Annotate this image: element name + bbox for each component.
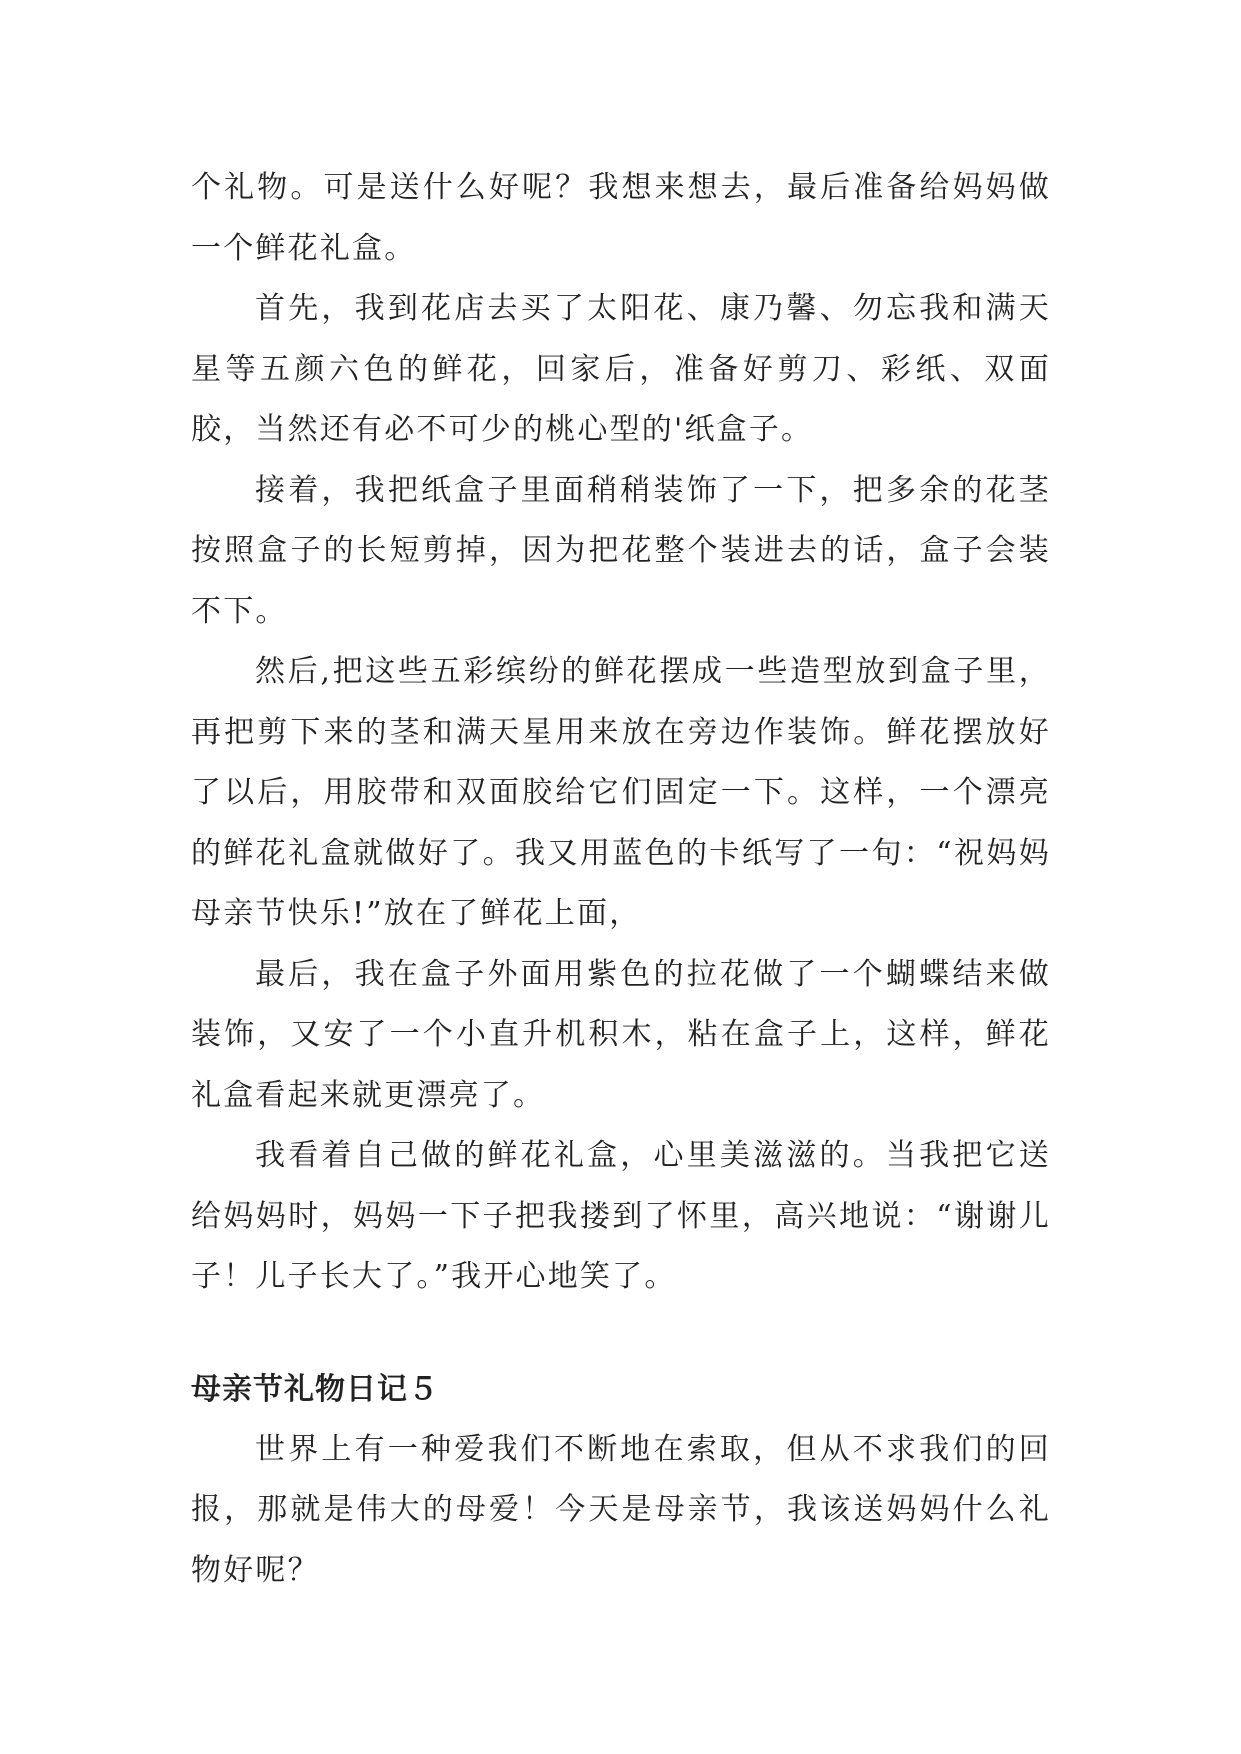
paragraph-first: 首先，我到花店去买了太阳花、康乃馨、勿忘我和满天星等五颜六色的鲜花，回家后，准备好剪刀、彩纸、双面胶，当然还有必不可少的桃心型的'纸盒子。 <box>191 291 1051 447</box>
paragraph-then: 然后,把这些五彩缤纷的鲜花摆成一些造型放到盒子里，再把剪下来的茎和满天星用来放在旁边作装饰。鲜花摆放好了以后，用胶带和双面胶给它们固定一下。这样，一个漂亮的鲜花礼盒就做好了。我又用蓝色的卡纸写了一句：“祝妈妈母亲节快乐!”放在了鲜花上面， <box>191 654 1051 931</box>
paragraph-continuation: 个礼物。可是送什么好呢？我想来想去，最后准备给妈妈做一个鲜花礼盒。 <box>191 170 1051 266</box>
section-title: 母亲节礼物日记５ <box>191 1371 439 1407</box>
document-body <box>191 158 1051 1601</box>
section-paragraph: 世界上有一种爱我们不断地在索取，但从不求我们的回报，那就是伟大的母爱！今天是母亲节，我该送妈妈什么礼物好呢？ <box>191 1431 1051 1588</box>
paragraph-next: 接着，我把纸盒子里面稍稍装饰了一下，把多余的花茎按照盒子的长短剪掉，因为把花整个装进去的话，盒子会装不下。 <box>191 472 1051 629</box>
paragraph-conclusion: 我看着自己做的鲜花礼盒，心里美滋滋的。当我把它送给妈妈时，妈妈一下子把我搂到了怀里，高兴地说：“谢谢儿子！儿子长大了。”我开心地笑了。 <box>191 1138 1051 1294</box>
paragraph-finally: 最后，我在盒子外面用紫色的拉花做了一个蝴蝶结来做装饰，又安了一个小直升机积木，粘在盒子上，这样，鲜花礼盒看起来就更漂亮了。 <box>191 956 1051 1113</box>
